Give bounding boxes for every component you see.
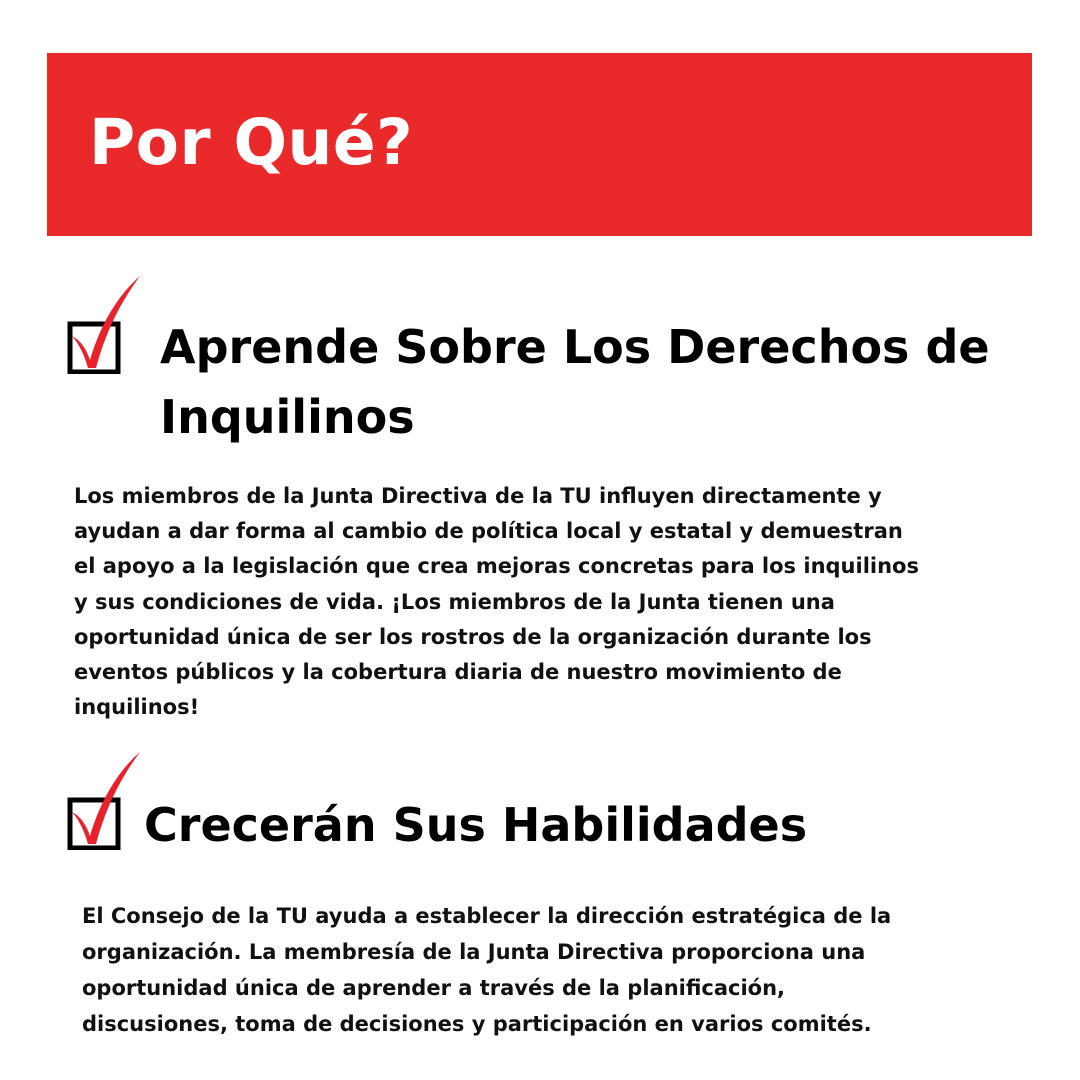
body-line: organización. La membresía de la Junta Directiva proporciona una: [82, 940, 866, 964]
section-body-tenant-rights: [74, 479, 1064, 725]
title-banner: [47, 53, 1032, 236]
body-line: oportunidad única de ser los rostros de la organización durante los: [74, 624, 872, 649]
heading-line: Inquilinos: [160, 390, 415, 444]
section-heading-skills: [144, 790, 807, 860]
body-line: oportunidad única de aprender a través de la planificación,: [82, 976, 786, 1000]
body-line: eventos públicos y la cobertura diaria de nuestro movimiento de: [74, 660, 842, 685]
body-line: El Consejo de la TU ayuda a establecer la dirección estratégica de la: [82, 904, 892, 928]
body-line: Los miembros de la Junta Directiva de la TU influyen directamente y: [74, 484, 882, 508]
checked-box-icon: [62, 750, 142, 850]
checked-box-icon: [62, 274, 142, 374]
body-line: inquilinos!: [74, 695, 200, 720]
heading-line: Crecerán Sus Habilidades: [144, 798, 808, 852]
body-line: el apoyo a la legislación que crea mejoras concretas para los inquilinos: [74, 554, 919, 579]
body-line: ayudan a dar forma al cambio de política local y estatal y demuestran: [74, 519, 903, 544]
body-line: y sus condiciones de vida. ¡Los miembros de la Junta tienen una: [74, 589, 835, 614]
page-title: Por Qué?: [89, 106, 414, 179]
heading-line: Aprende Sobre Los Derechos de: [160, 320, 990, 374]
body-line: discusiones, toma de decisiones y participación en varios comités.: [82, 1012, 872, 1036]
section-body-skills: [82, 898, 1042, 1042]
section-heading-tenant-rights: [160, 312, 990, 452]
